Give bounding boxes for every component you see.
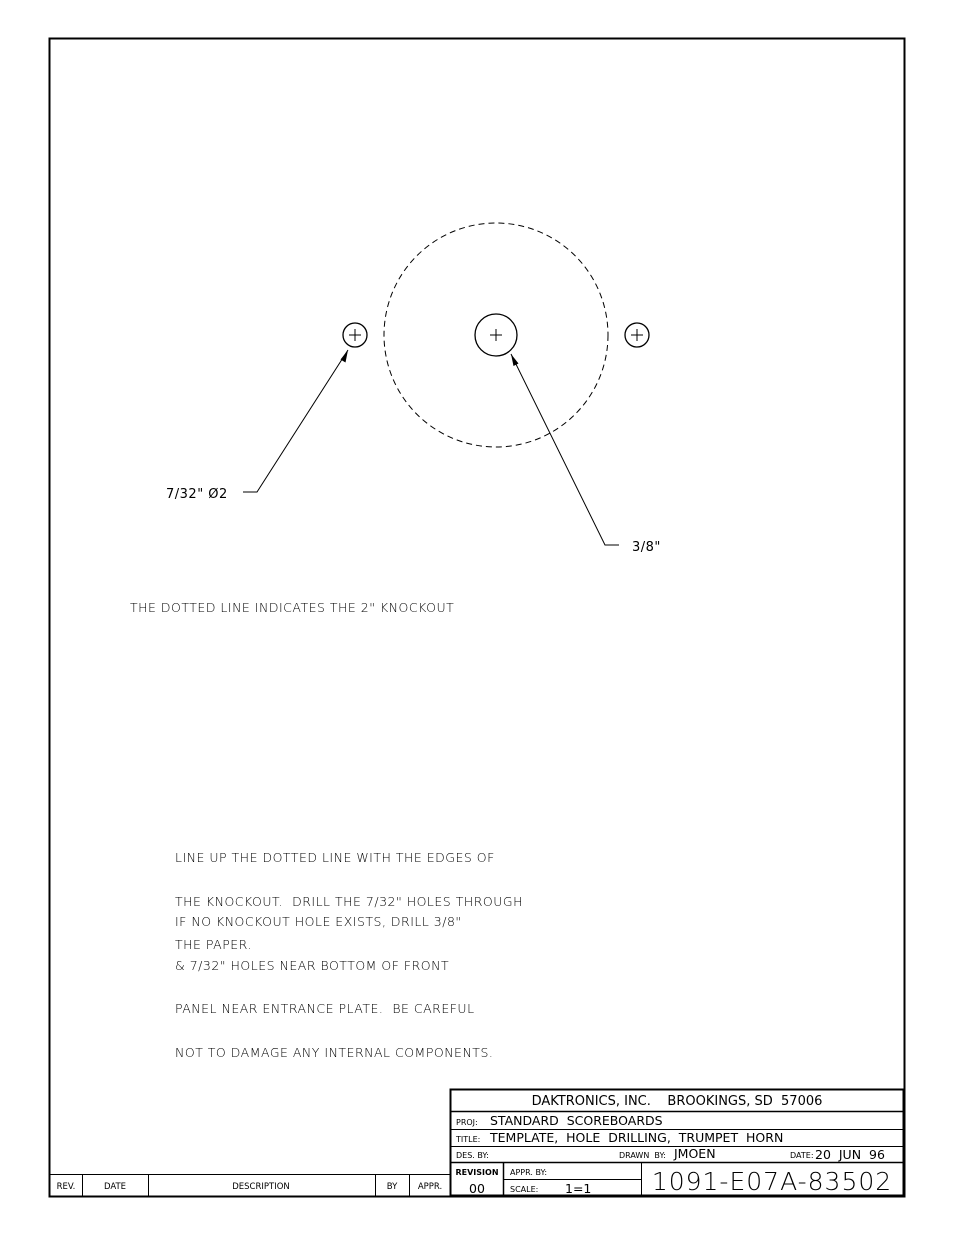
date-label: DATE: (790, 1151, 814, 1160)
center-hole (475, 314, 517, 356)
drawn-by-value: JMOEN (674, 1146, 716, 1161)
label-small-holes: 7/32" Ø2 (166, 487, 228, 502)
revision-value: 00 (469, 1181, 485, 1196)
rev-header-appr: APPR. (417, 1182, 443, 1192)
right-small-hole (625, 323, 649, 347)
leader-small-holes (243, 350, 348, 492)
title-value: TEMPLATE, HOLE DRILLING, TRUMPET HORN (490, 1130, 784, 1145)
date-value: 20 JUN 96 (815, 1147, 885, 1162)
scale-value: 1=1 (565, 1181, 592, 1196)
left-small-hole (343, 323, 367, 347)
title-block (451, 1090, 904, 1197)
revision-label: REVISION (455, 1168, 499, 1177)
note-line: PANEL NEAR ENTRANCE PLATE. BE CAREFUL (175, 1001, 475, 1016)
proj-value: STANDARD SCOREBOARDS (490, 1113, 663, 1128)
des-by-label: DES. BY: (456, 1151, 489, 1160)
company-name: DAKTRONICS, INC. BROOKINGS, SD 57006 (531, 1094, 823, 1109)
label-center-hole: 3/8" (632, 540, 661, 555)
rev-header-description: DESCRIPTION (232, 1182, 290, 1192)
rev-header-date: DATE (103, 1182, 127, 1192)
note-line: THE PAPER. (175, 937, 252, 952)
note-line: THE KNOCKOUT. DRILL THE 7/32" HOLES THROUGH (175, 893, 523, 909)
note-instructions-2 (175, 886, 493, 1075)
proj-label: PROJ: (456, 1118, 478, 1127)
note-line: & 7/32" HOLES NEAR BOTTOM OF FRONT (175, 957, 450, 973)
appr-by-label: APPR. BY: (510, 1168, 548, 1177)
title-label: TITLE: (456, 1135, 481, 1144)
note-line: LINE UP THE DOTTED LINE WITH THE EDGES OF (175, 850, 495, 865)
drawn-by-label: DRAWN BY: (619, 1151, 666, 1160)
drawing-number: 1091-E07A-83502 (651, 1167, 893, 1196)
leader-center-hole (511, 354, 619, 545)
rev-header-by: BY (386, 1182, 398, 1192)
note-line: NOT TO DAMAGE ANY INTERNAL COMPONENTS. (175, 1044, 494, 1060)
revision-block (50, 1175, 451, 1197)
note-knockout: THE DOTTED LINE INDICATES THE 2" KNOCKOUT (130, 600, 455, 615)
scale-label: SCALE: (510, 1185, 539, 1194)
rev-header-rev: REV. (56, 1182, 76, 1192)
note-line: IF NO KNOCKOUT HOLE EXISTS, DRILL 3/8" (175, 914, 462, 929)
